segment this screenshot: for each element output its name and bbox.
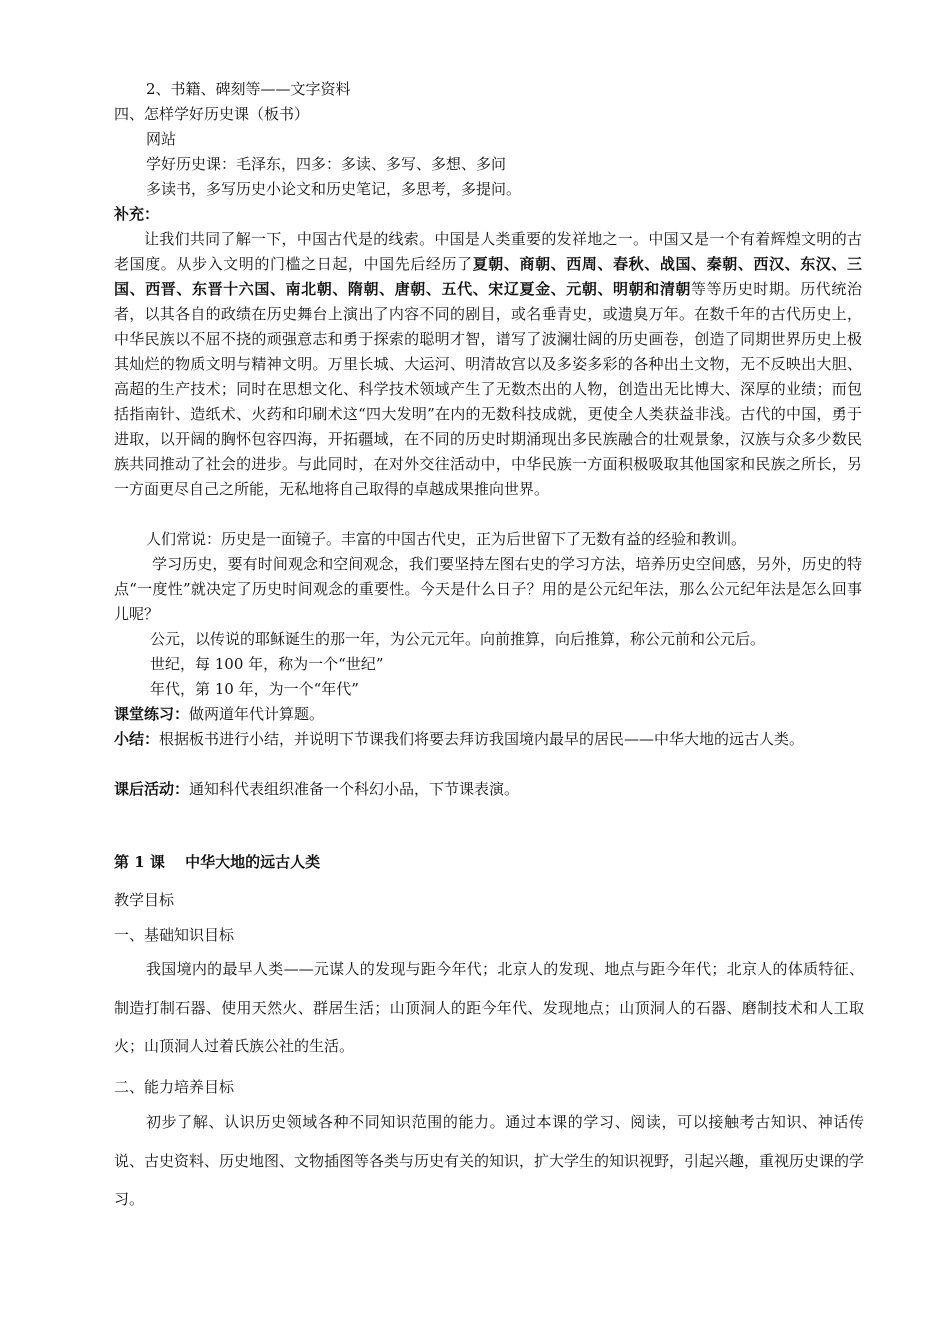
practice-line: [114, 702, 864, 727]
ability-heading: 二、能力培养目标: [114, 1078, 235, 1096]
supplement-paragraph: [114, 227, 862, 502]
paragraph-text: 初步了解、认识历史领域各种不同知识范围的能力。通过本课的学习、阅读，可以接触考古知识、神话传说、古史资料、历史地图、文物插图等各类与历史有关的知识，扩大学生的知识视野，引起兴趣，重视历史课的学习。: [114, 1113, 865, 1208]
paragraph-text: 我国境内的最早人类——元谋人的发现与距今年代；北京人的发现、地点与距今年代；北京人的体质特征、制造打制石器、使用天然火、群居生活；山顶洞人的距今年代、发现地点；山顶洞人的石器、磨制技术和人工取火；山顶洞人过着氏族公社的生活。: [114, 960, 864, 1055]
after-class-text: 通知科代表组织准备一个科幻小品，下节课表演。: [189, 780, 520, 798]
text-paragraph: [114, 552, 862, 627]
text-line: 网站: [146, 130, 177, 148]
basic-knowledge-paragraph: [114, 950, 864, 1066]
summary-paragraph: [114, 727, 862, 752]
text-line: 世纪，每 100 年，称为一个“世纪”: [150, 655, 384, 673]
paragraph-text: 让我们共同了解一下，中国古代是的线索。中国是人类重要的发祥地之一。中国又是一个有着辉煌文明的古老国度。从步入文明的门槛之日起，中国先后经历了: [114, 230, 862, 273]
paragraph-text: 学习历史，要有时间观念和空间观念，我们要坚持左图右史的学习方法，培养历史空间感，另外，历史的特点“一度性”就决定了历史时间观念的重要性。今天是什么日子？用的是公元纪年法，那么公元纪年法是怎么回事儿呢？: [114, 555, 862, 623]
basic-knowledge-heading: 一、基础知识目标: [114, 926, 235, 944]
dynasty-list: 夏朝、商朝、西周、春秋、战国、秦朝、西汉、东汉、三国、西晋、东晋十六国、南北朝、隋朝、唐朝、五代、宋辽夏金、元朝、明朝和清朝: [114, 255, 862, 298]
practice-text: 做两道年代计算题。: [189, 705, 325, 723]
section-heading: 四、怎样学好历史课（板书）: [114, 105, 310, 123]
summary-label: 小结：: [114, 730, 160, 748]
summary-text: 根据板书进行小结，并说明下节课我们将要去拜访我国境内最早的居民——中华大地的远古人类。: [159, 730, 805, 748]
after-class-label: 课后活动：: [114, 780, 190, 798]
text-line: 2、书籍、碑刻等——文字资料: [146, 80, 351, 98]
text-line: 年代，第 10 年，为一个“年代”: [150, 680, 359, 698]
text-line: 学好历史课：毛泽东，四多：多读、多写、多想、多问: [146, 155, 507, 173]
after-class-line: [114, 777, 864, 802]
lesson-title: 第 1 课 中华大地的远古人类: [114, 853, 321, 871]
practice-label: 课堂练习：: [114, 705, 190, 723]
text-line: 多读书，多写历史小论文和历史笔记，多思考，多提问。: [146, 180, 522, 198]
teaching-goals-heading: 教学目标: [114, 891, 175, 909]
text-line: 人们常说：历史是一面镜子。丰富的中国古代史，正为后世留下了无数有益的经验和教训。: [146, 530, 747, 548]
text-line: 公元，以传说的耶稣诞生的那一年，为公元元年。向前推算，向后推算，称公元前和公元后。: [150, 630, 766, 648]
supplement-heading: 补充：: [114, 205, 160, 223]
paragraph-text: 等等历史时期。历代统治者，以其各自的政绩在历史舞台上演出了内容不同的剧目，或名垂青史，或遗臭万年。在数千年的古代历史上，中华民族以不屈不挠的顽强意志和勇于探索的聪明才智，谱写了波澜壮阔的历史画卷，创造了同期世界历史上极其灿烂的物质文明与精神文明。万里长城、大运河、明清故宫以及多姿多彩的各种出土文物，无不反映出大胆、高超的生产技术；同时在思想文化、科学技术领域产生了无数杰出的人物，创造出无比博大、深厚的业绩；而包括指南针、造纸术、火药和印刷术这“四大发明”在内的无数科技成就，更使全人类获益非浅。古代的中国，勇于进取，以开阔的胸怀包容四海，开拓疆域，在不同的历史时期涌现出多民族融合的壮观景象，汉族与众多少数民族共同推动了社会的进步。与此同时，在对外交往活动中，中华民族一方面积极吸取其他国家和民族之所长，另一方面更尽自己之所能，无私地将自己取得的卓越成果推向世界。: [114, 280, 862, 498]
ability-paragraph: [114, 1103, 864, 1219]
